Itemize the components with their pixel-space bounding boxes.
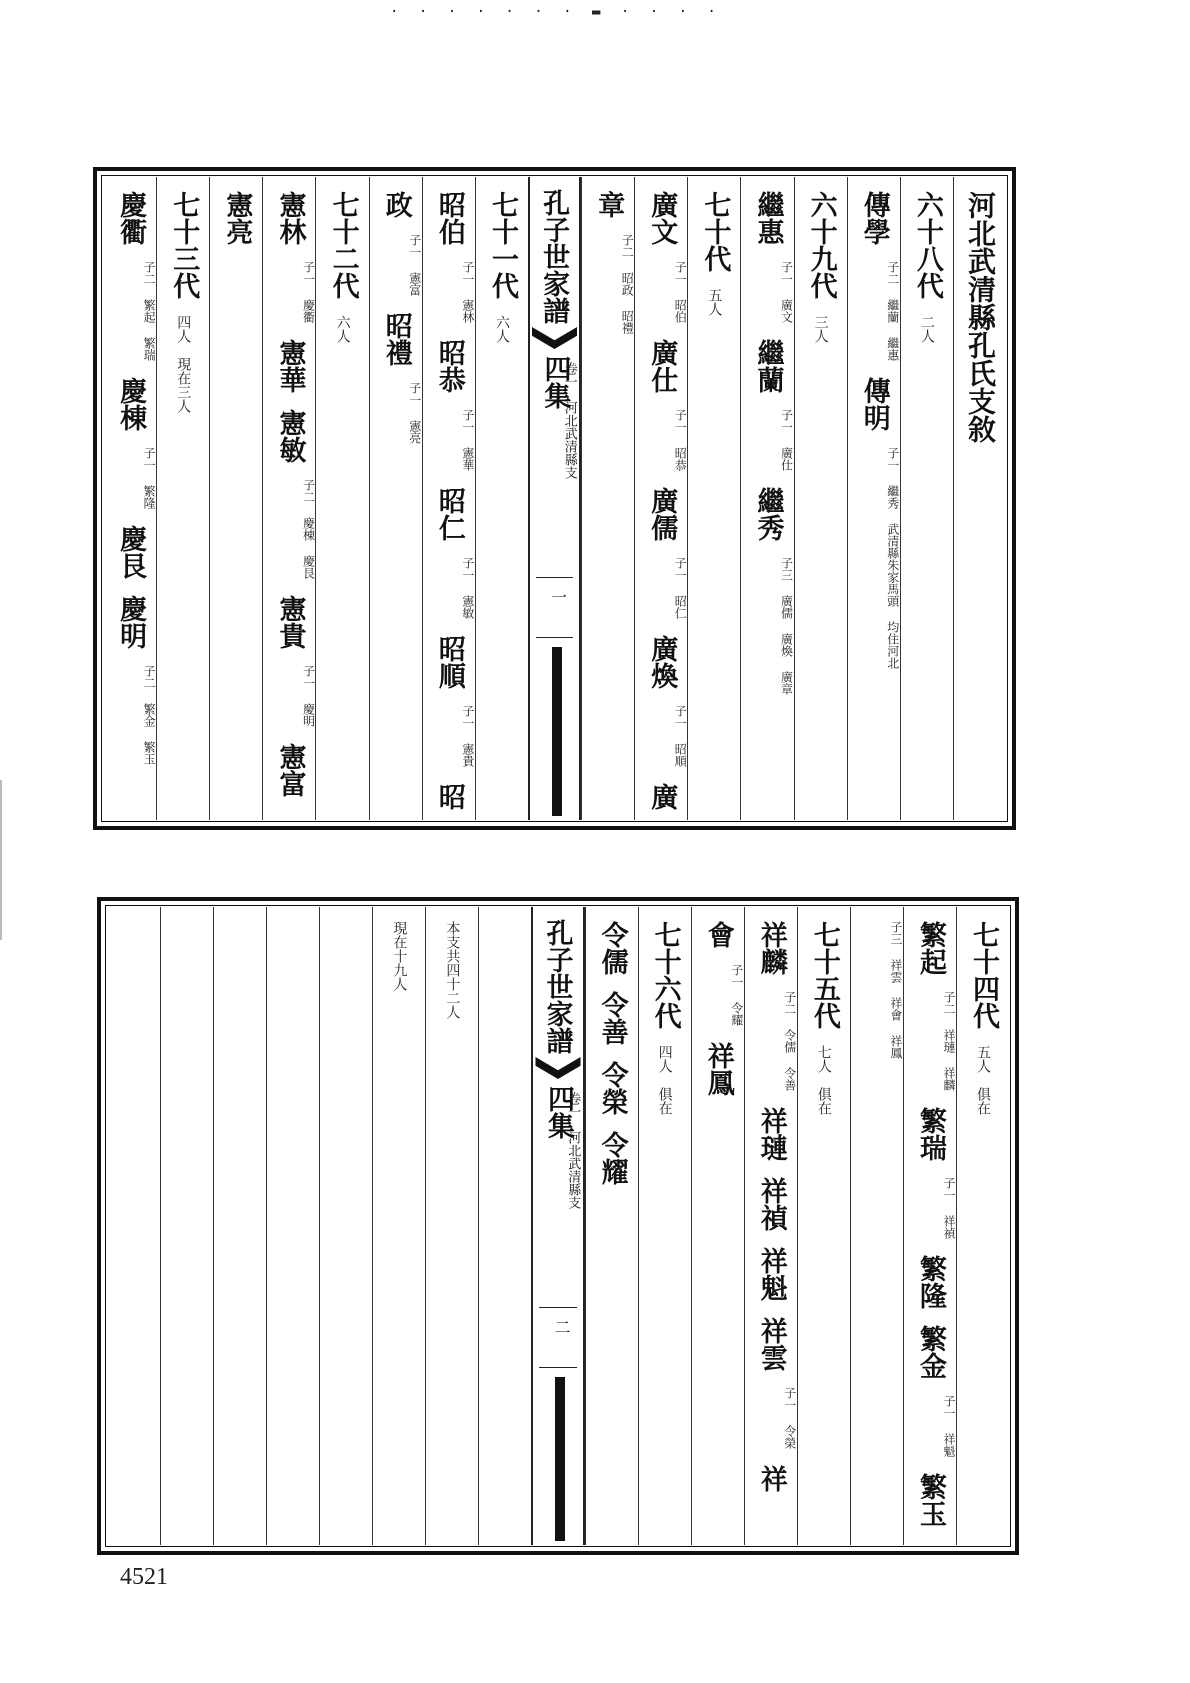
text-column [107, 907, 160, 1545]
branch-summary: 現在十九人 [391, 921, 408, 991]
spine-volume: 四集 [543, 1085, 575, 1139]
descendant-note: 子一 昭仁 [673, 557, 688, 619]
descendant-note: 子一 令榮 [782, 1387, 797, 1449]
person-name: 傳學 [858, 191, 890, 245]
person-name: 憲敏 [274, 409, 306, 463]
generation-count: 五人 俱在 [975, 1045, 991, 1115]
descendant-note: 子一 繼秀 武清縣朱家馬頭 均住河北 [885, 447, 900, 669]
person-name: 昭仁 [433, 487, 465, 541]
descendant-note: 子三 廣儒 廣煥 廣章 [779, 557, 794, 695]
spine-rule [539, 1367, 576, 1368]
descendant-note: 子二 繼蘭 繼惠 [885, 261, 900, 361]
genealogy-page-bottom [97, 897, 1019, 1555]
person-name: 昭禮 [380, 312, 412, 366]
person-name: 慶棟 [115, 377, 147, 431]
person-name: 祥璉 [755, 1107, 787, 1161]
spine-fascicle: 卷一 河北武清縣支 [561, 362, 577, 479]
descendant-note: 子二 昭政 昭禮 [620, 234, 635, 334]
generation-heading: 六十九代 [805, 191, 837, 299]
generation-count: 三人 [812, 315, 829, 343]
descendant-note: 子一 祥禎 [941, 1177, 956, 1239]
person-name: 令儒 [596, 921, 628, 975]
text-column [478, 907, 531, 1545]
text-column [581, 177, 634, 820]
text-column [266, 907, 319, 1545]
scan-margin-line [0, 780, 2, 940]
descendant-note: 子一 慶明 [301, 665, 316, 727]
generation-heading: 七十代 [699, 191, 731, 272]
text-column [585, 907, 638, 1545]
person-name: 昭 [433, 783, 465, 810]
spine-fishtail-icon [535, 1057, 580, 1079]
person-name: 廣文 [646, 191, 678, 245]
descendant-note: 子二 慶棟 慶艮 [301, 479, 316, 579]
generation-heading: 七十三代 [168, 191, 200, 299]
book-spine-column [531, 907, 584, 1545]
person-name: 繁起 [914, 921, 946, 975]
descendant-note: 子一 憲林 [460, 261, 475, 323]
descendant-note: 子一 憲貴 [460, 705, 475, 767]
person-name: 廣 [646, 783, 678, 810]
person-name: 廣煥 [646, 635, 678, 689]
spine-folio-number: 二 [552, 1319, 572, 1335]
person-name: 慶明 [115, 595, 147, 649]
person-name: 祥 [755, 1465, 787, 1492]
generation-heading: 七十二代 [327, 191, 359, 299]
text-column [315, 177, 368, 820]
text-column [794, 177, 847, 820]
person-name: 憲富 [274, 743, 306, 797]
person-name: 傳明 [858, 377, 890, 431]
person-name: 廣儒 [646, 487, 678, 541]
descendant-note: 子一 憲富 [407, 234, 422, 296]
spine-rule [536, 577, 573, 578]
generation-heading: 七十六代 [649, 921, 681, 1029]
person-name: 會 [702, 921, 734, 948]
descendant-note: 子一 昭恭 [673, 409, 688, 471]
spine-black-bar [555, 1377, 565, 1541]
person-name: 繼惠 [752, 191, 784, 245]
descendant-note: 子一 憲敏 [460, 557, 475, 619]
person-name: 憲貴 [274, 595, 306, 649]
text-column [903, 907, 956, 1545]
text-column [638, 907, 691, 1545]
generation-heading: 七十五代 [808, 921, 840, 1029]
person-name: 繼秀 [752, 487, 784, 541]
person-name: 令榮 [596, 1061, 628, 1115]
text-column [687, 177, 740, 820]
spine-folio-number: 一 [548, 589, 568, 605]
person-name: 繼蘭 [752, 339, 784, 393]
descendant-note: 子一 慶衢 [301, 261, 316, 323]
spine-rule [539, 1307, 576, 1308]
person-name: 憲林 [274, 191, 306, 245]
text-column [209, 177, 262, 820]
text-column [369, 177, 422, 820]
spine-title: 孔子世家譜 [541, 919, 573, 1054]
person-name: 祥禎 [755, 1177, 787, 1231]
spine-black-bar [552, 647, 562, 816]
text-column [850, 907, 903, 1545]
text-column [740, 177, 793, 820]
descendant-note: 子三 祥雲 祥會 祥鳳 [888, 921, 903, 1059]
generation-count: 六人 [334, 315, 351, 343]
person-name: 繁瑞 [914, 1107, 946, 1161]
person-name: 廣仕 [646, 339, 678, 393]
spine-title: 孔子世家譜 [538, 189, 570, 324]
text-column [160, 907, 213, 1545]
generation-count: 六人 [493, 315, 510, 343]
text-column [425, 907, 478, 1545]
person-name: 祥鳳 [702, 1042, 734, 1096]
text-column [797, 907, 850, 1545]
person-name: 祥麟 [755, 921, 787, 975]
descendant-note: 子二 繁金 繁玉 [142, 665, 157, 765]
person-name: 政 [380, 191, 412, 218]
person-name: 憲華 [274, 339, 306, 393]
branch-title: 河北武清縣孔氏支敘 [964, 191, 997, 443]
generation-count: 二人 [918, 315, 935, 343]
text-column [475, 177, 528, 820]
spine-rule [536, 637, 573, 638]
descendant-note: 子一 令耀 [729, 964, 744, 1026]
person-name: 昭恭 [433, 339, 465, 393]
text-column [956, 907, 1009, 1545]
page-number: 4521 [120, 1564, 168, 1590]
person-name: 祥雲 [755, 1317, 787, 1371]
person-name: 令耀 [596, 1131, 628, 1185]
descendant-note: 子一 昭順 [673, 705, 688, 767]
person-name: 慶艮 [115, 525, 147, 579]
text-column [156, 177, 209, 820]
person-name: 章 [593, 191, 625, 218]
spine-volume: 四集 [539, 355, 571, 409]
descendant-note: 子一 繁隆 [142, 447, 157, 509]
descendant-note: 子一 祥魁 [941, 1395, 956, 1457]
text-column [953, 177, 1006, 820]
person-name: 令善 [596, 991, 628, 1045]
generation-count: 四人 現在三人 [175, 315, 192, 413]
person-name: 繁隆 [914, 1255, 946, 1309]
text-column [900, 177, 953, 820]
text-column [422, 177, 475, 820]
text-column [319, 907, 372, 1545]
text-column [213, 907, 266, 1545]
text-column [847, 177, 900, 820]
scan-header-marks: · · · · · · · ▬ · · · · [390, 4, 722, 20]
spine-fishtail-icon [532, 327, 577, 349]
descendant-note: 子二 繁起 繁瑞 [142, 261, 157, 361]
text-columns-top [103, 177, 1006, 820]
text-column [262, 177, 315, 820]
text-column [634, 177, 687, 820]
descendant-note: 子二 祥璉 祥麟 [941, 991, 956, 1091]
text-column [691, 907, 744, 1545]
generation-count: 七人 俱在 [815, 1045, 832, 1115]
text-column [103, 177, 156, 820]
generation-heading: 七十一代 [486, 191, 518, 299]
book-spine-column [528, 177, 581, 820]
person-name: 繁玉 [914, 1473, 946, 1527]
descendant-note: 子一 廣仕 [779, 409, 794, 471]
descendant-note: 子二 令儒 令善 [782, 991, 797, 1091]
person-name: 昭順 [433, 635, 465, 689]
person-name: 繁金 [914, 1325, 946, 1379]
generation-count: 五人 [706, 288, 723, 316]
descendant-note: 子一 憲亮 [407, 382, 422, 444]
branch-summary: 本支共四十二人 [444, 921, 461, 1019]
person-name: 祥魁 [755, 1247, 787, 1301]
descendant-note: 子一 廣文 [779, 261, 794, 323]
text-column [372, 907, 425, 1545]
person-name: 昭伯 [433, 191, 465, 245]
generation-count: 四人 俱在 [656, 1045, 673, 1115]
generation-heading: 六十八代 [911, 191, 943, 299]
text-column [744, 907, 797, 1545]
descendant-note: 子一 昭伯 [673, 261, 688, 323]
descendant-note: 子一 憲華 [460, 409, 475, 471]
generation-heading: 七十四代 [968, 921, 999, 1029]
person-name: 慶衢 [115, 191, 147, 245]
spine-fascicle: 卷一 河北武清縣支 [565, 1092, 581, 1209]
genealogy-page-top [93, 167, 1016, 830]
person-name: 憲亮 [221, 191, 253, 245]
text-columns-bottom [107, 907, 1009, 1545]
